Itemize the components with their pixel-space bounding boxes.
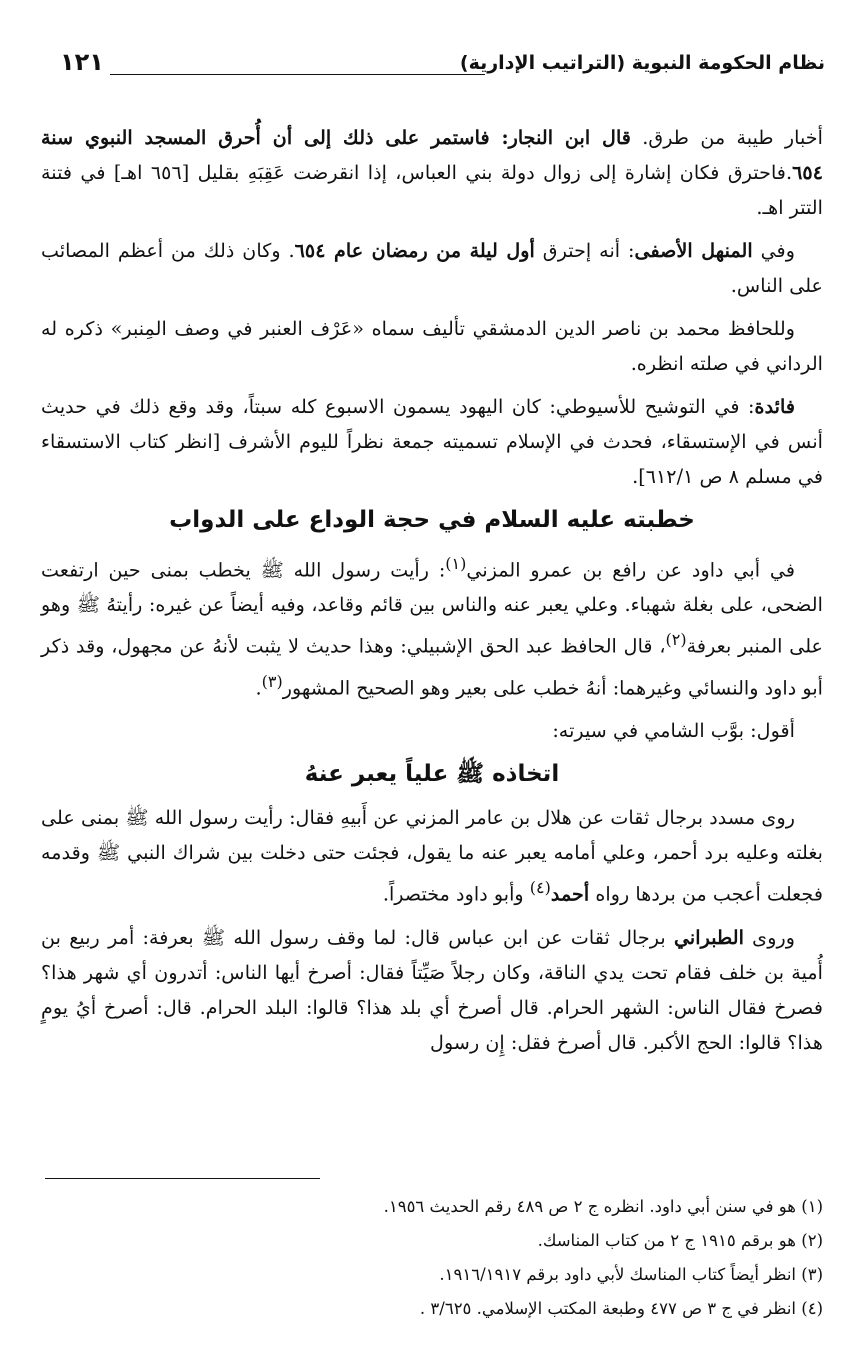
text-run: وفي [752, 239, 795, 262]
text-run: . وكان ذلك من أعظم المصائب على الناس. [41, 239, 823, 297]
text-run: . [255, 676, 262, 700]
footnote-4: (٤) انظر في ج ٣ ص ٤٧٧ وطبعة المكتب الإسلامي. ٣/٦٢٥ . [419, 1299, 823, 1318]
paragraph-7 [41, 800, 823, 911]
text-run: ، قال الحافظ عبد الحق الإشبيلي: وهذا حديث لا يثبت لأنهُ عن مجهول، وقد ذكر أبو داود والنسائي وغيرهما: أنهُ خطب على بعير وهو الصحيح المشهور [41, 634, 823, 700]
text-run: برجال ثقات عن ابن عباس قال: لما وقف رسول الله ﷺ بعرفة: أمر ربيع بن أُمية بن خلف فقام تحت يدي الناقة، وكان رجلاً صَيِّتاً فقال: أصرخ أيها الناس: أتدرون أي شهر هذا؟ فصرخ فقال الناس: الشهر الحرام. قال أصرخ أي بلد هذا؟ قالوا: البلد الحرام. قال: أصرخ أيُ يومٍ هذا؟ قالوا: الحج الأكبر. قال أصرخ فقل: إِن رسول [41, 925, 823, 1054]
footnote-ref[interactable]: (٢) [665, 630, 687, 650]
text-run: أخبار طيبة من طرق. [630, 126, 823, 149]
bold-run: أول ليلة من رمضان عام ٦٥٤ [294, 239, 535, 262]
page-header [60, 48, 825, 86]
text-run: : أنه إحترق [534, 239, 635, 262]
footnote-ref[interactable]: (٣) [261, 671, 283, 691]
bold-run: فائدة [754, 395, 795, 418]
paragraph-8 [41, 920, 823, 1060]
paragraph-4 [41, 389, 823, 494]
running-title: نظام الحكومة النبوية (التراتيب الإدارية) [459, 52, 825, 74]
footnote-2: (٢) هو برقم ١٩١٥ ج ٢ من كتاب المناسك. [537, 1231, 823, 1250]
text-run: وروى [743, 925, 795, 949]
footnote-ref[interactable]: (١) [445, 554, 467, 573]
section-heading-2: اتخاذه ﷺ علياً يعبر عنهُ [304, 761, 560, 788]
paragraph-6: أقول: بوَّب الشامي في سيرته: [552, 719, 795, 743]
footnotes [41, 1190, 823, 1326]
footnote-1: (١) هو في سنن أبي داود. انظره ج ٢ ص ٤٨٩ رقم الحديث ١٩٥٦. [383, 1197, 823, 1216]
bold-run: الطبراني [673, 925, 744, 949]
footnote-rule [45, 1178, 320, 1179]
paragraph-5 [41, 546, 823, 705]
text-run: وأبو داود مختصراً. [382, 882, 530, 906]
text-run: .فاحترق فكان إشارة إلى زوال دولة بني العباس، إذا انقرضت عَقِبَهِ بقليل [٦٥٦ اهـ] في فتنة التتر اهـ. [41, 161, 823, 219]
bold-run: المنهل الأصفى [634, 239, 753, 262]
bold-run: أحمد [550, 882, 590, 906]
paragraph-1 [41, 120, 823, 225]
footnote-ref[interactable]: (٤) [529, 878, 551, 898]
text-run: في أبي داود عن رافع بن عمرو المزني [466, 558, 795, 582]
text-run: روى مسدد برجال ثقات عن هلال بن عامر المزني عن أَبيهِ فقال: رأيت رسول الله ﷺ بمنى على بغلته وعليه برد أحمر، وعلي أمامه يعبر عنه ما يقول، فجئت حتى دخلت بين شراك النبي ﷺ وقدمه فجعلت أعجب من بردها رواه [41, 806, 823, 906]
text-run: : في التوشيح للأسيوطي: كان اليهود يسمون الاسبوع كله سبتاً، وقد وقع ذلك في حديث أنس في الإستسقاء، فحدث في الإسلام تسميته جمعة نظراً لليوم الأشرف [انظر كتاب الاستسقاء في مسلم ٨ ص ٦١٢/١]. [41, 395, 823, 488]
paragraph-3: وللحافظ محمد بن ناصر الدين الدمشقي تأليف سماه «عَرْف العنبر في وصف المِنبر» ذكره له الرداني في صلته انظره. [41, 317, 823, 375]
text-run: : رأيت رسول الله ﷺ يخطب بمنى حين ارتفعت الضحى، على بغلة شهباء. وعلي يعبر عنه والناس بين قائم وقاعد، وفيه أيضاً عن غيره: رأيتهُ ﷺ وهو على المنبر بعرفة [41, 558, 824, 658]
header-rule [110, 74, 485, 75]
bold-run: قال ابن النجار: فاستمر على ذلك إلى أن أُحرق المسجد النبوي سنة ٦٥٤ [41, 126, 823, 184]
page-number: ١٢١ [60, 48, 104, 76]
section-heading-1: خطبته عليه السلام في حجة الوداع على الدواب [169, 507, 695, 533]
body-text [41, 120, 823, 1068]
footnote-3: (٣) انظر أيضاً كتاب المناسك لأبي داود برقم ١٩١٦/١٩١٧. [439, 1265, 823, 1284]
paragraph-2 [41, 233, 823, 303]
